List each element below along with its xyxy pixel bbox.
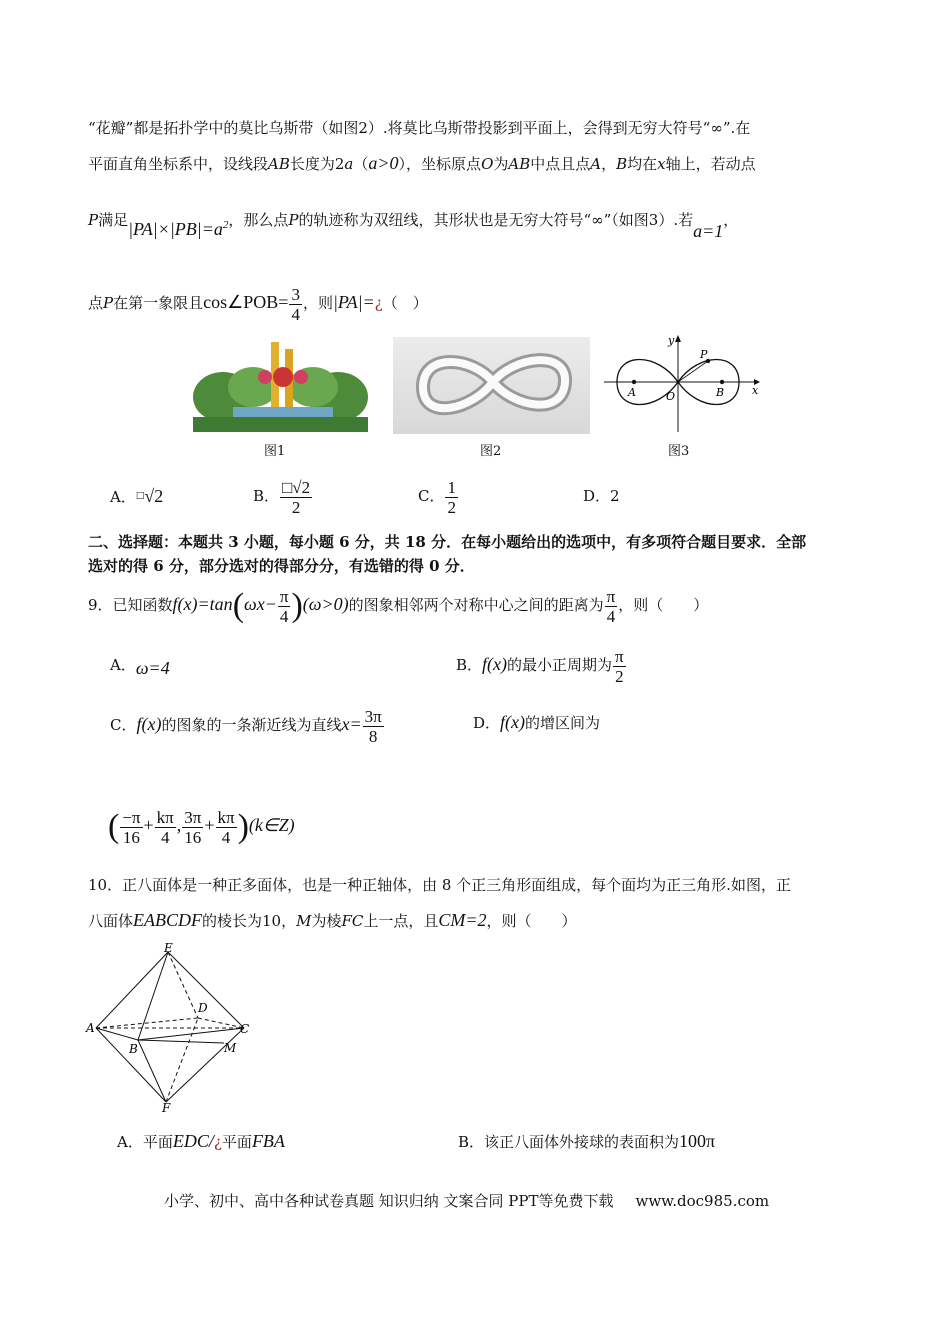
option-value: 2 <box>610 487 620 505</box>
denominator: 4 <box>606 606 616 626</box>
math: a>0 <box>368 153 399 173</box>
text: 轴上，若动点 <box>665 155 756 173</box>
option-label: A． <box>110 656 136 674</box>
placeholder-glyph: ¿ <box>213 1133 222 1151</box>
numerator: □√2 <box>282 477 311 497</box>
numerator: 3π <box>184 807 202 827</box>
fraction <box>289 285 302 324</box>
numerator: π <box>615 646 624 666</box>
point-label-a: A <box>628 386 636 399</box>
text: 的轨迹称为双纽线，其形状也是无穷大符号“∞”（如图3）.若 <box>298 211 694 229</box>
denominator: 2 <box>615 666 624 686</box>
math: / <box>208 1131 214 1151</box>
math: FC <box>341 912 364 930</box>
math: AB <box>508 155 531 173</box>
math: AB <box>268 155 290 173</box>
fraction <box>278 587 291 626</box>
denominator: 8 <box>368 726 378 746</box>
footer-text: 小学、初中、高中各种试卷真题 知识归纳 文案合同 PPT等免费下载 <box>164 1192 614 1210</box>
text: ，那么点 <box>228 211 289 229</box>
text: 八面体 <box>88 912 134 930</box>
text: 在第一象限且 <box>113 294 204 312</box>
fraction <box>182 808 203 847</box>
paren-right: ) <box>237 808 249 845</box>
numerator: π <box>606 586 616 606</box>
option-d[interactable] <box>583 486 620 506</box>
text: ），坐标原点 <box>398 155 482 173</box>
paren-right: ) <box>291 587 303 624</box>
caption-fig1: 图1 <box>264 444 286 459</box>
q10-option-b[interactable] <box>458 1131 715 1152</box>
math: x= <box>341 714 362 734</box>
denominator: 2 <box>291 497 301 517</box>
math: EDC <box>172 1131 209 1151</box>
vertex-label-a: A <box>86 1021 95 1035</box>
numerator: π <box>279 586 289 606</box>
math: P <box>288 211 299 229</box>
option-text: 平面 <box>221 1133 252 1151</box>
q10-line1: 10．正八面体是一种正多面体，也是一种正轴体，由 8 个正三角形面组成，每个面均为正三角形.如图，正 <box>88 876 791 894</box>
option-value: 100π <box>679 1131 716 1151</box>
math: a <box>344 155 354 173</box>
option-label: B． <box>253 487 280 505</box>
math: EABCDF <box>133 910 203 930</box>
option-label: A． <box>110 488 136 506</box>
option-value: √2 <box>144 486 164 506</box>
fraction <box>120 808 142 847</box>
q9-option-c[interactable] <box>110 704 385 746</box>
plus: + <box>143 815 154 835</box>
answer-paren: （ ） <box>382 294 428 312</box>
text: 点 <box>88 294 104 312</box>
q10-option-a[interactable] <box>117 1131 285 1152</box>
math: P <box>88 211 99 229</box>
math: M <box>296 912 312 930</box>
math: O <box>481 155 494 173</box>
option-b[interactable] <box>253 476 313 517</box>
numerator: 3π <box>364 706 382 726</box>
figure-2-mobius <box>393 337 590 434</box>
q8-line3 <box>88 205 739 241</box>
text: 上一点，且 <box>363 912 439 930</box>
q9-option-b[interactable] <box>456 644 627 686</box>
q8-line4 <box>88 282 428 324</box>
paren-left: ( <box>232 587 245 624</box>
placeholder-glyph: ¿ <box>374 294 383 312</box>
option-label: A． <box>117 1133 143 1151</box>
text: 的棱长为10， <box>202 912 297 930</box>
text: ， <box>601 155 617 173</box>
vertex-label-f: F <box>162 1101 171 1115</box>
text: ，则（ ） <box>486 912 577 930</box>
vertex-label-d: D <box>198 1001 208 1015</box>
text: ，则（ ） <box>618 596 709 614</box>
caption-fig2: 图2 <box>480 444 502 459</box>
section2-line1: 二、选择题：本题共 3 小题，每小题 6 分，共 18 分．在每小题给出的选项中，有多项符合题目要求．全部 <box>88 533 807 551</box>
numerator: −π <box>122 807 141 827</box>
vertex-label-e: E <box>164 941 173 955</box>
math: (ω>0) <box>302 594 349 614</box>
denominator: 16 <box>122 827 140 847</box>
figure-3-lemniscate <box>604 332 764 432</box>
fraction <box>216 808 237 847</box>
text: 平面直角坐标系中，设线段 <box>88 155 269 173</box>
axis-label-x: x <box>752 384 759 397</box>
text: 为棱 <box>311 912 342 930</box>
text: 为 <box>493 155 509 173</box>
footer <box>164 1191 769 1211</box>
denominator: 4 <box>279 606 289 626</box>
text: 均在 <box>627 155 658 173</box>
math: f(x) <box>482 654 508 674</box>
math: x <box>657 155 666 173</box>
point-label-p: P <box>700 348 708 361</box>
math: cos∠POB= <box>203 292 289 312</box>
option-text: 该正八面体外接球的表面积为 <box>484 1133 680 1151</box>
denominator: 2 <box>447 497 456 517</box>
option-text: 平面 <box>142 1133 173 1151</box>
option-label: D． <box>473 714 501 732</box>
numerator: kπ <box>156 807 174 827</box>
q9-option-d-interval <box>108 802 295 850</box>
option-value: ω=4 <box>135 658 170 678</box>
option-label: B． <box>458 1133 485 1151</box>
option-c[interactable] <box>418 476 459 517</box>
paren-left: ( <box>108 808 120 845</box>
math: A <box>590 155 602 173</box>
math: ωx− <box>244 594 277 614</box>
q9-stem <box>88 583 708 627</box>
denominator: 16 <box>184 827 202 847</box>
figure-1-photo <box>193 337 368 432</box>
q8-line1: “花瓣”都是拓扑学中的莫比乌斯带（如图2）.将莫比乌斯带投影到平面上，会得到无穷大符号“∞”.在 <box>88 119 751 137</box>
math: a=1 <box>693 221 724 241</box>
fraction <box>363 707 384 746</box>
option-label: C． <box>110 716 137 734</box>
math: CM=2 <box>438 910 487 930</box>
fraction <box>605 587 618 626</box>
axis-label-y: y <box>668 334 675 347</box>
plus: + <box>204 815 215 835</box>
caption-fig3: 图3 <box>668 444 690 459</box>
comma: , <box>176 815 182 835</box>
math: P <box>103 294 114 312</box>
footer-link[interactable]: www.doc985.com <box>635 1192 770 1210</box>
numerator: 3 <box>291 284 300 304</box>
fraction <box>445 478 458 517</box>
vertex-label-c: C <box>240 1022 250 1036</box>
denominator: 4 <box>160 827 170 847</box>
denominator: 4 <box>291 304 300 324</box>
text: 长度为2 <box>289 155 345 173</box>
q9-option-d[interactable] <box>473 712 600 733</box>
q9-option-a[interactable] <box>110 654 170 678</box>
point-label-b: B <box>716 386 725 399</box>
point-label-o: O <box>666 390 676 403</box>
text: ，则 <box>302 294 333 312</box>
fraction <box>155 808 176 847</box>
math: f(x) <box>136 714 162 734</box>
octahedron-figure <box>84 940 254 1115</box>
option-label: D． <box>583 487 611 505</box>
option-text: 的增区间为 <box>525 714 601 732</box>
denominator: 4 <box>221 827 231 847</box>
option-label: C． <box>418 487 445 505</box>
text: 的图象相邻两个对称中心之间的距离为 <box>348 596 604 614</box>
q8-line2 <box>88 153 756 174</box>
math: f(x)=tan <box>172 594 233 614</box>
text: 中点且点 <box>530 155 591 173</box>
math: |PA|= <box>332 292 375 312</box>
numerator: kπ <box>217 807 235 827</box>
numerator: 1 <box>447 477 456 497</box>
q10-line2 <box>88 910 577 931</box>
option-text: 的最小正周期为 <box>507 656 613 674</box>
math: f(x) <box>500 712 526 732</box>
formula <box>128 219 228 239</box>
vertex-label-b: B <box>129 1042 138 1056</box>
text: 满足 <box>98 211 129 229</box>
missing-glyph: □ <box>135 491 145 501</box>
math: B <box>616 155 628 173</box>
section2-line2: 选对的得 6 分，部分选对的得部分分，有选错的得 0 分． <box>88 557 475 575</box>
text: （ <box>353 155 369 173</box>
exponent: 2 <box>222 219 229 231</box>
math: (k∈Z) <box>248 815 295 835</box>
fraction <box>280 478 312 517</box>
math: FBA <box>251 1131 285 1151</box>
text: ， <box>723 211 739 229</box>
point-label-m: M <box>224 1041 237 1055</box>
option-label: B． <box>456 656 483 674</box>
formula-text: |PA|×|PB|=a <box>128 219 223 239</box>
text: 9．已知函数 <box>88 596 173 614</box>
option-a[interactable] <box>110 486 163 507</box>
option-text: 的图象的一条渐近线为直线 <box>161 716 342 734</box>
fraction <box>613 647 626 686</box>
